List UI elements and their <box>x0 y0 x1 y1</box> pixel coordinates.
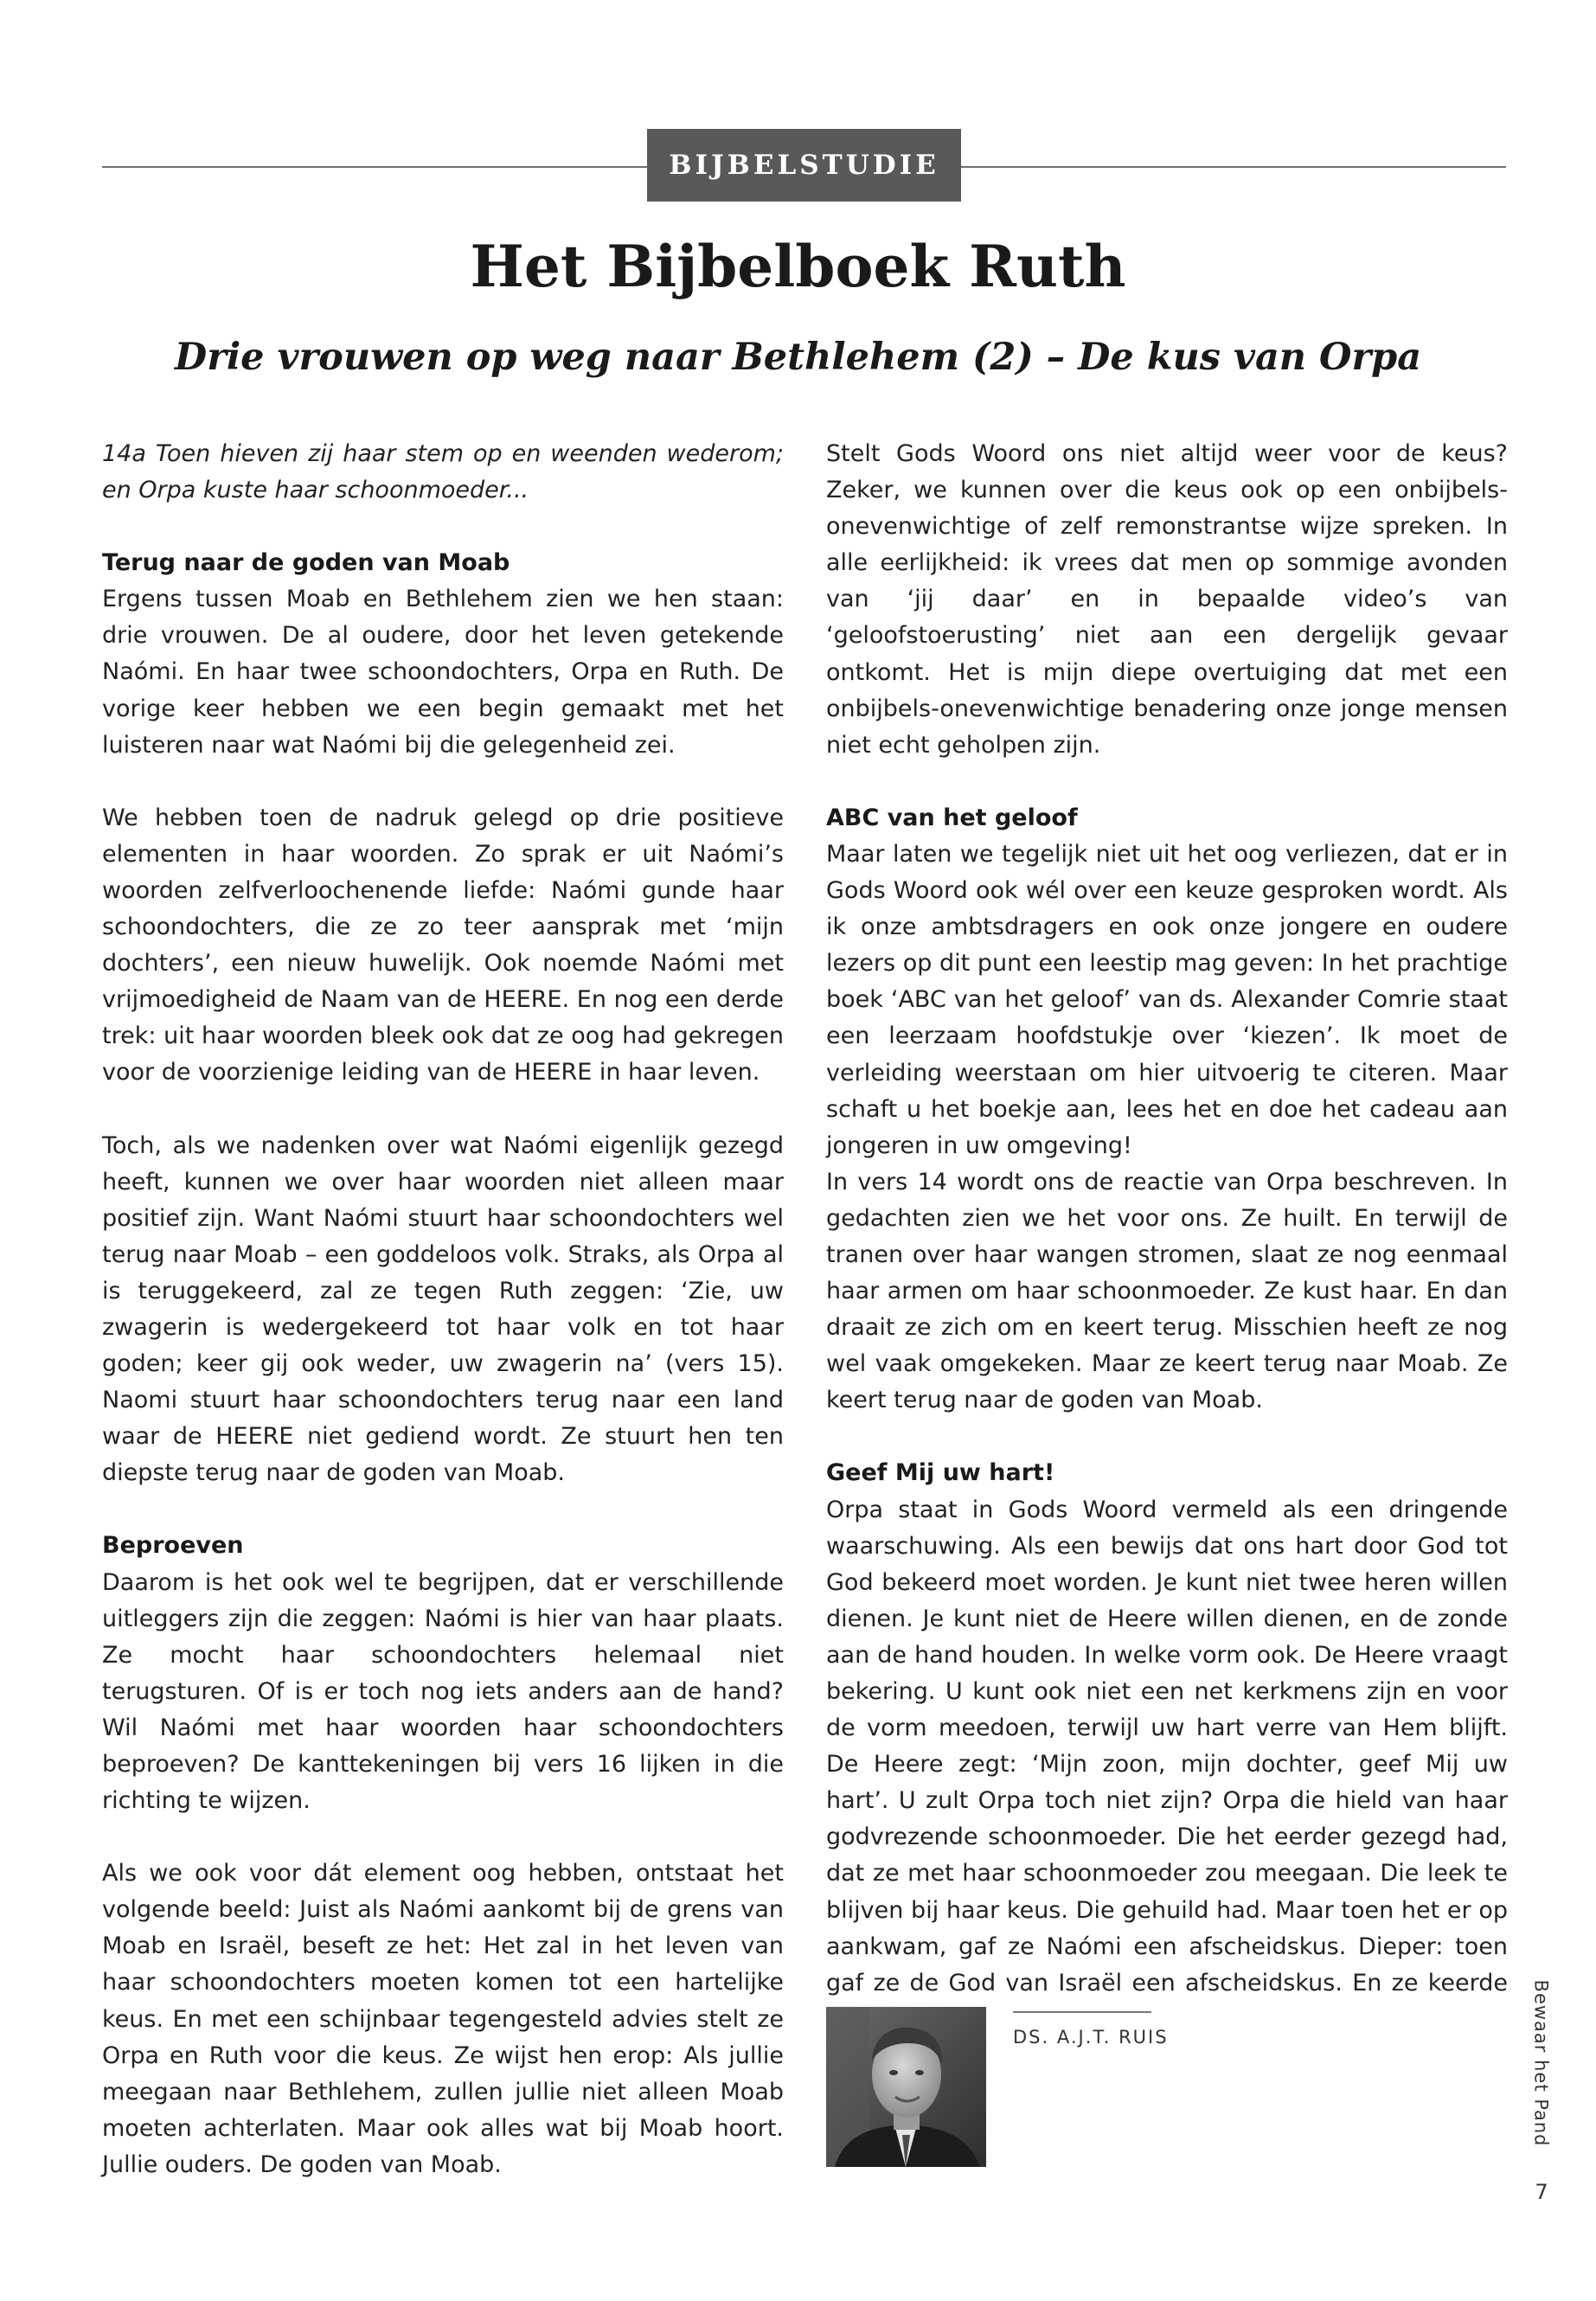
author-name: DS. A.J.T. RUIS <box>1013 2027 1169 2048</box>
paragraph: In vers 14 wordt ons de reactie van Orpa beschreven. In gedachten zien we het voor ons. Ze huilt. En terwijl de tranen over haar wangen stromen, slaat ze nog eenmaal haar armen om haar schoonmoeder. Ze kust haar. En dan draait ze zich om en keert terug. Misschien heeft ze nog wel vaak omgekeken. Maar ze keert terug naar Moab. Ze keert terug naar de goden van Moab. <box>826 1168 1508 1414</box>
left-column <box>102 436 784 2183</box>
paragraph: Toch, als we nadenken over wat Naómi eigenlijk gezegd heeft, kunnen we over haar woorden niet alleen maar positief zijn. Want Naómi stuurt haar schoondochters wel terug naar Moab – een goddeloos volk. Straks, als Orpa al is teruggekeerd, zal ze tegen Ruth zeggen: ‘Zie, uw zwagerin is wedergekeerd tot haar volk en tot haar goden; keer gij ook weder, uw zwagerin na’ (vers 15). Naomi stuurt haar schoondochters terug naar een land waar de HEERE niet gediend wordt. Ze stuurt hen ten diepste terug naar de goden van Moab. <box>102 1131 784 1487</box>
paragraph: We hebben toen de nadruk gelegd op drie positieve elementen in haar woorden. Zo sprak er uit Naómi’s woorden zelfverloochenende liefde: Naómi gunde haar schoondochters, die ze zo teer aansprak met ‘mijn dochters’, een nieuw huwelijk. Ook noemde Naómi met vrijmoedigheid de Naam van de HEERE. En nog een derde trek: uit haar woorden bleek ook dat ze oog had gekregen voor de voorzienige leiding van de HEERE in haar leven. <box>102 804 784 1086</box>
section-heading-geef-mij: Geef Mij uw hart! <box>826 1459 1055 1487</box>
paragraph: Ergens tussen Moab en Bethlehem zien we hen staan: drie vrouwen. De al oudere, door het leven getekende Naómi. En haar twee schoondochters, Orpa en Ruth. De vorige keer hebben we een begin gemaakt met het luisteren naar wat Naómi bij die gelegenheid zei. <box>102 586 784 759</box>
scripture-intro: 14a Toen hieven zij haar stem op en weenden wederom; en Orpa kuste haar schoonmoeder... <box>102 440 784 504</box>
paragraph: Als we ook voor dát element oog hebben, ontstaat het volgende beeld: Juist als Naómi aankomt bij de grens van Moab en Israël, beseft ze het: Het zal in het leven van haar schoondochters moeten komen tot een hartelijke keus. En met een schijnbaar tegengesteld advies stelt ze Orpa en Ruth voor die keus. Ze wijst hen erop: Als jullie meegaan naar Bethlehem, zullen jullie niet alleen Moab moeten achterlaten. Maar ook alles wat bij Moab hoort. Jullie ouders. De goden van Moab. <box>102 1860 784 2178</box>
author-rule <box>1013 2011 1151 2013</box>
magazine-name <box>1529 1962 1552 2164</box>
magazine-name-text: Bewaar het Pand <box>1530 1979 1552 2147</box>
section-heading-terug: Terug naar de goden van Moab <box>102 549 510 577</box>
article-title: Het Bijbelboek Ruth <box>470 233 1126 300</box>
section-label: BIJBELSTUDIE <box>647 129 961 202</box>
paragraph: Daarom is het ook wel te begrijpen, dat er verschillende uitleggers zijn die zeggen: Naómi is hier van haar plaats. Ze mocht haar schoondochters helemaal niet terugsturen. Of is er toch nog iets anders aan de hand? Wil Naómi met haar woorden haar schoondochters beproeven? De kanttekeningen bij vers 16 lijken in die richting te wijzen. <box>102 1568 784 1815</box>
paragraph: Maar laten we tegelijk niet uit het oog verliezen, dat er in Gods Woord ook wél over een keuze gesproken wordt. Als ik onze ambtsdragers en ook onze jongere en oudere lezers op dit punt een leestip mag geven: In het prachtige boek ‘ABC van het geloof’ van ds. Alexander Comrie staat een leerzaam hoofdstukje over ‘kiezen’. Ik moet de verleiding weerstaan om hier uitvoerig te citeren. Maar schaft u het boekje aan, lees het en doe het cadeau aan jongeren in uw omgeving! <box>826 840 1508 1159</box>
paragraph: Stelt Gods Woord ons niet altijd weer voor de keus? Zeker, we kunnen over die keus ook op een onbijbels-onevenwichtige of zelf remonstrantse wijze spreken. In alle eerlijkheid: ik vrees dat men op sommige avonden van ‘jij daar’ en in bepaalde video’s van ‘geloofstoerusting’ niet aan een dergelijk gevaar ontkomt. Het is mijn diepe overtuiging dat met een onbijbels-onevenwichtige benadering onze jonge mensen niet echt geholpen zijn. <box>826 440 1508 759</box>
paragraph: Orpa staat in Gods Woord vermeld als een dringende waarschuwing. Als een bewijs dat ons hart door God tot God bekeerd moet worden. Je kunt niet twee heren willen dienen. Je kunt niet de Heere willen dienen, en de zonde aan de hand houden. In welke vorm ook. De Heere vraagt bekering. U kunt ook niet een net kerkmens zijn en voor de vorm meedoen, terwijl uw hart verre van Hem blijft. De Heere zegt: ‘Mijn zoon, mijn dochter, geef Mij uw hart’. U zult Orpa toch niet zijn? Orpa die hield van haar godvrezende schoonmoeder. Die het eerder gezegd had, dat ze met haar schoonmoeder zou meegaan. Die leek te blijven bij haar keus. Die gehuild had. Maar toen het er op aankwam, gaf ze Naómi een afscheidskus. Dieper: toen gaf ze de God van Israël een afscheidskus. En ze keerde <box>826 1496 1508 1997</box>
right-column <box>826 436 1508 2038</box>
page-number: 7 <box>1535 2180 1548 2204</box>
article-subtitle: Drie vrouwen op weg naar Bethlehem (2) – De kus van Orpa <box>174 336 1422 379</box>
section-heading-beproeven: Beproeven <box>102 1532 244 1560</box>
section-heading-abc: ABC van het geloof <box>826 804 1078 831</box>
portrait-image <box>826 2007 986 2167</box>
author-portrait <box>826 2007 986 2167</box>
